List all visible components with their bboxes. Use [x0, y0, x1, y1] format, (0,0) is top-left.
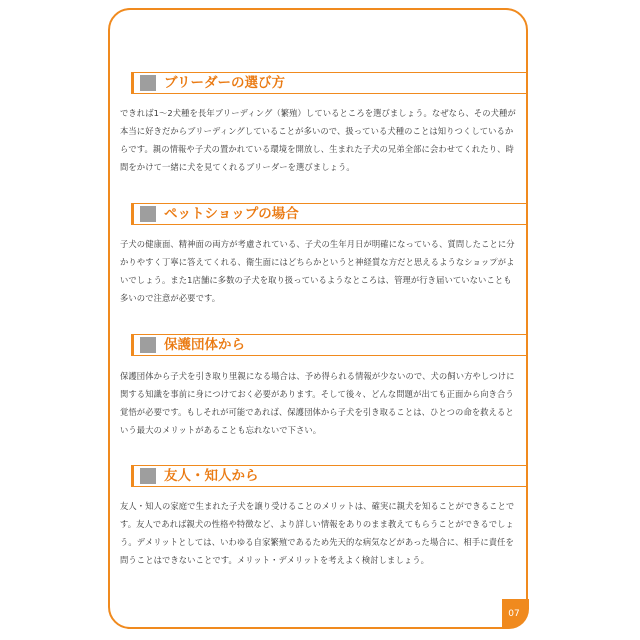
section-paragraph: 友人・知人の家庭で生まれた子犬を譲り受けることのメリットは、確実に親犬を知ることができることです。友人であれば親犬の性格や特徴など、より詳しい情報をありのまま教えてもらうことができるでしょう。デメリットとしては、いわゆる自家繁殖であるため先天的な病気などがあった場合に、相手に責任を問うことはできないことです。メリット・デメリットを考えよく検討しましょう。	[120, 501, 515, 565]
heading-rule	[131, 224, 528, 225]
heading-accent-bar	[131, 72, 134, 94]
section-heading-pet-shop	[131, 203, 528, 225]
section-heading-rescue-group	[131, 334, 528, 356]
section-title: 友人・知人から	[164, 468, 259, 484]
heading-accent-bar	[131, 334, 134, 356]
section-title: ブリーダーの選び方	[164, 75, 285, 91]
heading-accent-bar	[131, 465, 134, 487]
section-heading-breeder	[131, 72, 528, 94]
gray-square-icon	[140, 75, 156, 91]
page-number: 07	[502, 599, 529, 629]
section-paragraph: 子犬の健康面、精神面の両方が考慮されている、子犬の生年月日が明確になっている、質問したことに分かりやすく丁寧に答えてくれる、衛生面にはどちらかというと神経質な方だと思えるようなショップがよいでしょう。また1店舗に多数の子犬を取り扱っているようなところは、管理が行き届いていないことも多いので注意が必要です。	[120, 239, 515, 303]
section-paragraph: できれば1～2犬種を長年ブリーディング（繁殖）しているところを選びましょう。なぜなら、その犬種が本当に好きだからブリーディングしていることが多いので、扱っている犬種のことは知りつくしているからです。親の情報や子犬の置かれている環境を開放し、生まれた子犬の兄弟全部に会わせてくれたり、時間をかけて一緒に犬を見てくれるブリーダーを選びましょう。	[120, 108, 516, 172]
section-title: 保護団体から	[164, 337, 245, 353]
gray-square-icon	[140, 468, 156, 484]
gray-square-icon	[140, 337, 156, 353]
heading-rule	[131, 355, 528, 356]
gray-square-icon	[140, 206, 156, 222]
section-paragraph: 保護団体から子犬を引き取り里親になる場合は、予め得られる情報が少ないので、犬の飼い方やしつけに関する知識を事前に身につけておく必要があります。そして後々、どんな問題が出ても正面から向き合う覚悟が必要です。もしそれが可能であれば、保護団体から子犬を引き取ることは、ひとつの命を救えるという最大のメリットがあることも忘れないで下さい。	[120, 371, 515, 435]
heading-accent-bar	[131, 203, 134, 225]
section-title: ペットショップの場合	[164, 206, 299, 222]
heading-rule	[131, 486, 528, 487]
heading-rule	[131, 93, 528, 94]
section-heading-friends	[131, 465, 528, 487]
